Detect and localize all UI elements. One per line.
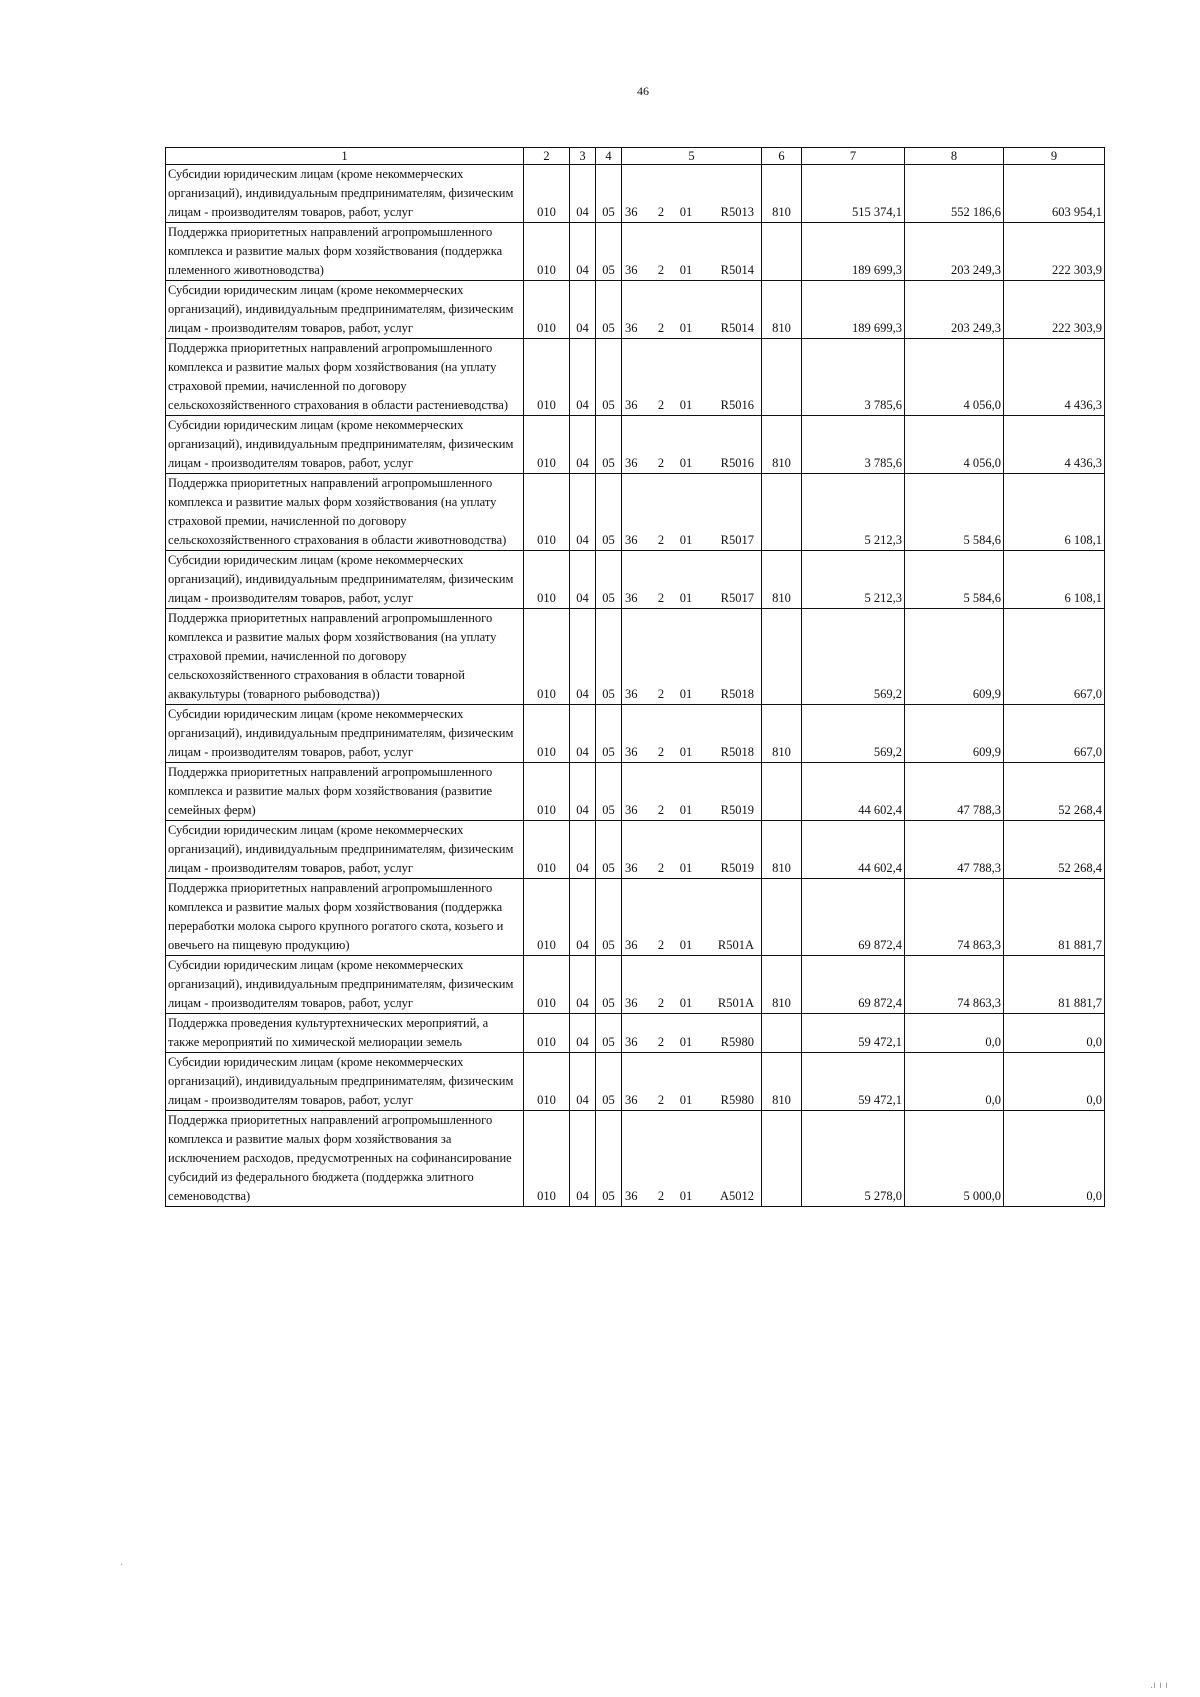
table-row [166, 339, 1105, 416]
code-part: 36 [625, 533, 638, 547]
table-row [166, 1053, 1105, 1111]
code-part: 2 [657, 533, 665, 547]
cell-col3: 04 [570, 1014, 596, 1053]
table-row [166, 821, 1105, 879]
code-part: 36 [625, 687, 638, 701]
code-part: 36 [625, 803, 638, 817]
code-part: R501A [717, 938, 754, 952]
code-part: 36 [625, 1035, 638, 1049]
code-part: 01 [679, 1093, 693, 1107]
code-part: 2 [657, 263, 665, 277]
code-part: R5018 [720, 687, 754, 701]
cell-col8: 4 056,0 [905, 339, 1004, 416]
cell-col9: 81 881,7 [1004, 879, 1105, 956]
cell-col7: 69 872,4 [802, 956, 905, 1014]
code-part: 01 [679, 938, 693, 952]
code-part: 36 [625, 938, 638, 952]
cell-col4: 05 [596, 705, 622, 763]
table-row [166, 609, 1105, 705]
cell-col5-code [622, 1053, 762, 1111]
budget-table [165, 147, 1105, 1207]
cell-col7: 44 602,4 [802, 763, 905, 821]
cell-col8: 4 056,0 [905, 416, 1004, 474]
row-description: Субсидии юридическим лицам (кроме некоммерческих организаций), индивидуальным предпринимателям, физическим лицам - производителям товаров, работ, услуг [166, 705, 524, 763]
cell-col3: 04 [570, 821, 596, 879]
cell-col2: 010 [524, 956, 570, 1014]
row-description: Поддержка приоритетных направлений агропромышленного комплекса и развитие малых форм хозяйствования (поддержка переработки молока сырого крупного рогатого скота, козьего и овечьего на пищевую продукцию) [166, 879, 524, 956]
cell-col9: 222 303,9 [1004, 281, 1105, 339]
cell-col4: 05 [596, 1014, 622, 1053]
cell-col2: 010 [524, 821, 570, 879]
code-part: 01 [679, 745, 693, 759]
code-part: 2 [657, 398, 665, 412]
cell-col3: 04 [570, 223, 596, 281]
cell-col8: 47 788,3 [905, 821, 1004, 879]
cell-col6 [762, 339, 802, 416]
row-description: Субсидии юридическим лицам (кроме некоммерческих организаций), индивидуальным предпринимателям, физическим лицам - производителям товаров, работ, услуг [166, 551, 524, 609]
cell-col7: 3 785,6 [802, 416, 905, 474]
cell-col9: 0,0 [1004, 1111, 1105, 1207]
row-description: Субсидии юридическим лицам (кроме некоммерческих организаций), индивидуальным предпринимателям, физическим лицам - производителям товаров, работ, услуг [166, 416, 524, 474]
cell-col4: 05 [596, 821, 622, 879]
row-description: Поддержка приоритетных направлений агропромышленного комплекса и развитие малых форм хозяйствования (поддержка племенного животноводства) [166, 223, 524, 281]
header-cell: 2 [524, 148, 570, 165]
code-part: 01 [679, 1035, 693, 1049]
cell-col2: 010 [524, 1053, 570, 1111]
cell-col6 [762, 474, 802, 551]
cell-col7: 69 872,4 [802, 879, 905, 956]
code-part: 2 [657, 803, 665, 817]
code-part: 36 [625, 263, 638, 277]
cell-col7: 5 212,3 [802, 474, 905, 551]
cell-col8: 74 863,3 [905, 879, 1004, 956]
cell-col5-code [622, 879, 762, 956]
cell-col3: 04 [570, 705, 596, 763]
cell-col8: 0,0 [905, 1014, 1004, 1053]
scan-artifact: · [120, 1560, 124, 1571]
cell-col4: 05 [596, 281, 622, 339]
row-description: Поддержка приоритетных направлений агропромышленного комплекса и развитие малых форм хозяйствования (развитие семейных ферм) [166, 763, 524, 821]
code-part: R5018 [720, 745, 754, 759]
cell-col4: 05 [596, 416, 622, 474]
cell-col5-code [622, 223, 762, 281]
cell-col7: 5 278,0 [802, 1111, 905, 1207]
cell-col4: 05 [596, 474, 622, 551]
cell-col2: 010 [524, 223, 570, 281]
cell-col5-code [622, 1111, 762, 1207]
header-cell: 8 [905, 148, 1004, 165]
cell-col7: 59 472,1 [802, 1053, 905, 1111]
code-part: R5980 [720, 1093, 754, 1107]
cell-col7: 59 472,1 [802, 1014, 905, 1053]
cell-col6 [762, 1111, 802, 1207]
code-part: 01 [679, 263, 693, 277]
code-part: 01 [679, 205, 693, 219]
cell-col2: 010 [524, 1014, 570, 1053]
cell-col6: 810 [762, 551, 802, 609]
code-part: R5017 [720, 533, 754, 547]
row-description: Субсидии юридическим лицам (кроме некоммерческих организаций), индивидуальным предпринимателям, физическим лицам - производителям товаров, работ, услуг [166, 1053, 524, 1111]
code-part: 36 [625, 456, 638, 470]
code-part: 01 [679, 398, 693, 412]
cell-col8: 609,9 [905, 609, 1004, 705]
cell-col2: 010 [524, 339, 570, 416]
header-cell: 1 [166, 148, 524, 165]
code-part: R5019 [720, 861, 754, 875]
cell-col8: 5 584,6 [905, 474, 1004, 551]
cell-col3: 04 [570, 1053, 596, 1111]
code-part: 2 [657, 996, 665, 1010]
cell-col9: 6 108,1 [1004, 474, 1105, 551]
table-row [166, 551, 1105, 609]
code-part: 01 [679, 996, 693, 1010]
row-description: Субсидии юридическим лицам (кроме некоммерческих организаций), индивидуальным предпринимателям, физическим лицам - производителям товаров, работ, услуг [166, 821, 524, 879]
code-part: 2 [657, 205, 665, 219]
code-part: R501A [717, 996, 754, 1010]
cell-col7: 569,2 [802, 705, 905, 763]
cell-col4: 05 [596, 1111, 622, 1207]
code-part: 01 [679, 591, 693, 605]
cell-col5-code [622, 281, 762, 339]
cell-col2: 010 [524, 879, 570, 956]
cell-col2: 010 [524, 705, 570, 763]
cell-col3: 04 [570, 879, 596, 956]
cell-col6 [762, 879, 802, 956]
cell-col5-code [622, 609, 762, 705]
cell-col8: 609,9 [905, 705, 1004, 763]
cell-col5-code [622, 1014, 762, 1053]
cell-col7: 44 602,4 [802, 821, 905, 879]
table-row [166, 705, 1105, 763]
table-header-row [166, 148, 1105, 165]
cell-col4: 05 [596, 551, 622, 609]
code-part: 2 [657, 321, 665, 335]
code-part: 36 [625, 321, 638, 335]
header-cell: 7 [802, 148, 905, 165]
page-number: 46 [637, 84, 649, 98]
cell-col2: 010 [524, 1111, 570, 1207]
header-cell: 6 [762, 148, 802, 165]
cell-col8: 5 584,6 [905, 551, 1004, 609]
code-part: 01 [679, 861, 693, 875]
cell-col4: 05 [596, 956, 622, 1014]
code-part: 36 [625, 398, 638, 412]
code-part: 36 [625, 591, 638, 605]
code-part: 36 [625, 205, 638, 219]
cell-col2: 010 [524, 281, 570, 339]
cell-col9: 4 436,3 [1004, 339, 1105, 416]
cell-col7: 189 699,3 [802, 223, 905, 281]
cell-col6: 810 [762, 821, 802, 879]
code-part: R5014 [720, 321, 754, 335]
code-part: 2 [657, 938, 665, 952]
cell-col2: 010 [524, 551, 570, 609]
row-description: Поддержка приоритетных направлений агропромышленного комплекса и развитие малых форм хозяйствования (на уплату страховой премии, начисленной по договору сельскохозяйственного страхования в области растениеводства) [166, 339, 524, 416]
cell-col9: 667,0 [1004, 609, 1105, 705]
cell-col7: 5 212,3 [802, 551, 905, 609]
code-part: R5980 [720, 1035, 754, 1049]
cell-col3: 04 [570, 339, 596, 416]
cell-col9: 603 954,1 [1004, 165, 1105, 223]
table-row [166, 879, 1105, 956]
cell-col3: 04 [570, 1111, 596, 1207]
code-part: 01 [679, 533, 693, 547]
code-part: 36 [625, 861, 638, 875]
cell-col5-code [622, 339, 762, 416]
code-part: 2 [657, 1093, 665, 1107]
table-row [166, 281, 1105, 339]
row-description: Субсидии юридическим лицам (кроме некоммерческих организаций), индивидуальным предпринимателям, физическим лицам - производителям товаров, работ, услуг [166, 956, 524, 1014]
cell-col6: 810 [762, 416, 802, 474]
cell-col3: 04 [570, 165, 596, 223]
cell-col4: 05 [596, 165, 622, 223]
table-row [166, 956, 1105, 1014]
header-cell: 5 [622, 148, 762, 165]
row-description: Поддержка приоритетных направлений агропромышленного комплекса и развитие малых форм хозяйствования за исключением расходов, предусмотренных на софинансирование субсидий из федерального бюджета (поддержка элитного семеноводства) [166, 1111, 524, 1207]
cell-col6: 810 [762, 281, 802, 339]
code-part: R5014 [720, 263, 754, 277]
cell-col6: 810 [762, 956, 802, 1014]
cell-col9: 52 268,4 [1004, 821, 1105, 879]
cell-col6 [762, 609, 802, 705]
cell-col3: 04 [570, 956, 596, 1014]
cell-col5-code [622, 763, 762, 821]
cell-col6 [762, 1014, 802, 1053]
cell-col2: 010 [524, 763, 570, 821]
table-row [166, 416, 1105, 474]
cell-col5-code [622, 165, 762, 223]
table-row [166, 1111, 1105, 1207]
row-description: Поддержка проведения культуртехнических мероприятий, а также мероприятий по химической мелиорации земель [166, 1014, 524, 1053]
row-description: Поддержка приоритетных направлений агропромышленного комплекса и развитие малых форм хозяйствования (на уплату страховой премии, начисленной по договору сельскохозяйственного страхования в области животноводства) [166, 474, 524, 551]
code-part: 36 [625, 1093, 638, 1107]
code-part: 36 [625, 996, 638, 1010]
header-cell: 3 [570, 148, 596, 165]
code-part: 01 [679, 321, 693, 335]
cell-col3: 04 [570, 609, 596, 705]
cell-col7: 3 785,6 [802, 339, 905, 416]
cell-col4: 05 [596, 339, 622, 416]
cell-col3: 04 [570, 763, 596, 821]
cell-col5-code [622, 551, 762, 609]
cell-col7: 515 374,1 [802, 165, 905, 223]
cell-col8: 47 788,3 [905, 763, 1004, 821]
row-description: Поддержка приоритетных направлений агропромышленного комплекса и развитие малых форм хозяйствования (на уплату страховой премии, начисленной по договору сельскохозяйственного страхования в области товарной аквакультуры (товарного рыбоводства)) [166, 609, 524, 705]
code-part: R5016 [720, 456, 754, 470]
scan-artifact: .ı ı ı [1150, 1680, 1168, 1691]
cell-col4: 05 [596, 223, 622, 281]
row-description: Субсидии юридическим лицам (кроме некоммерческих организаций), индивидуальным предпринимателям, физическим лицам - производителям товаров, работ, услуг [166, 281, 524, 339]
cell-col5-code [622, 474, 762, 551]
cell-col2: 010 [524, 416, 570, 474]
cell-col5-code [622, 705, 762, 763]
code-part: 2 [657, 591, 665, 605]
cell-col8: 5 000,0 [905, 1111, 1004, 1207]
cell-col9: 222 303,9 [1004, 223, 1105, 281]
code-part: 01 [679, 803, 693, 817]
code-part: 2 [657, 687, 665, 701]
cell-col6 [762, 223, 802, 281]
cell-col7: 569,2 [802, 609, 905, 705]
cell-col3: 04 [570, 416, 596, 474]
cell-col5-code [622, 956, 762, 1014]
cell-col3: 04 [570, 551, 596, 609]
code-part: R5013 [720, 205, 754, 219]
code-part: A5012 [719, 1189, 754, 1203]
cell-col2: 010 [524, 609, 570, 705]
code-part: 01 [679, 456, 693, 470]
cell-col9: 52 268,4 [1004, 763, 1105, 821]
cell-col7: 189 699,3 [802, 281, 905, 339]
cell-col8: 0,0 [905, 1053, 1004, 1111]
cell-col9: 667,0 [1004, 705, 1105, 763]
cell-col8: 203 249,3 [905, 281, 1004, 339]
code-part: R5016 [720, 398, 754, 412]
table-row [166, 474, 1105, 551]
header-cell: 9 [1004, 148, 1105, 165]
cell-col4: 05 [596, 609, 622, 705]
code-part: 2 [657, 456, 665, 470]
code-part: 2 [657, 745, 665, 759]
cell-col9: 81 881,7 [1004, 956, 1105, 1014]
cell-col5-code [622, 821, 762, 879]
cell-col5-code [622, 416, 762, 474]
cell-col2: 010 [524, 474, 570, 551]
table-row [166, 223, 1105, 281]
cell-col8: 74 863,3 [905, 956, 1004, 1014]
table-row [166, 165, 1105, 223]
code-part: 2 [657, 861, 665, 875]
code-part: 2 [657, 1189, 665, 1203]
cell-col4: 05 [596, 1053, 622, 1111]
code-part: 36 [625, 1189, 638, 1203]
table-row [166, 763, 1105, 821]
cell-col9: 0,0 [1004, 1053, 1105, 1111]
cell-col6: 810 [762, 1053, 802, 1111]
cell-col6: 810 [762, 165, 802, 223]
row-description: Субсидии юридическим лицам (кроме некоммерческих организаций), индивидуальным предпринимателям, физическим лицам - производителям товаров, работ, услуг [166, 165, 524, 223]
cell-col9: 6 108,1 [1004, 551, 1105, 609]
cell-col8: 552 186,6 [905, 165, 1004, 223]
cell-col9: 4 436,3 [1004, 416, 1105, 474]
cell-col3: 04 [570, 281, 596, 339]
cell-col4: 05 [596, 879, 622, 956]
cell-col6 [762, 763, 802, 821]
code-part: 01 [679, 687, 693, 701]
cell-col4: 05 [596, 763, 622, 821]
code-part: 2 [657, 1035, 665, 1049]
code-part: 36 [625, 745, 638, 759]
cell-col2: 010 [524, 165, 570, 223]
cell-col9: 0,0 [1004, 1014, 1105, 1053]
cell-col8: 203 249,3 [905, 223, 1004, 281]
table-row [166, 1014, 1105, 1053]
cell-col3: 04 [570, 474, 596, 551]
code-part: R5017 [720, 591, 754, 605]
code-part: R5019 [720, 803, 754, 817]
code-part: 01 [679, 1189, 693, 1203]
cell-col6: 810 [762, 705, 802, 763]
header-cell: 4 [596, 148, 622, 165]
